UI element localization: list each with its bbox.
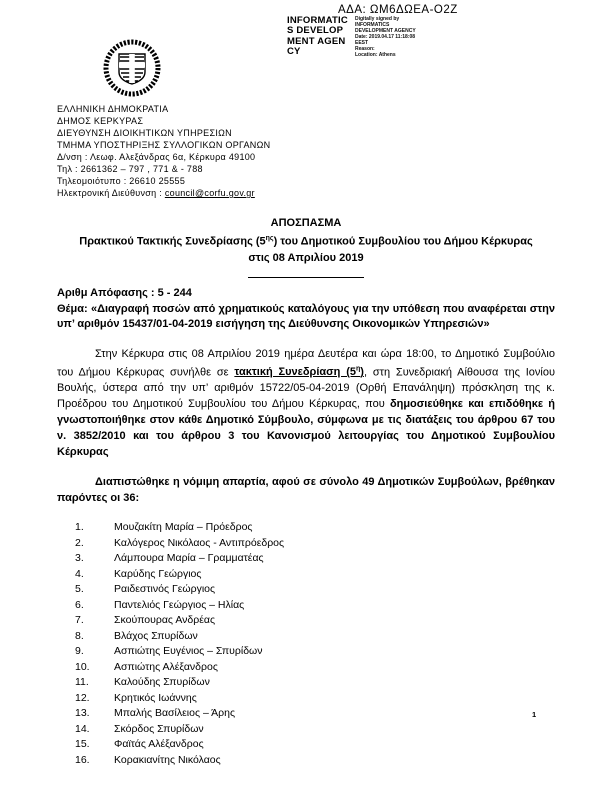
attendee-number: 13. — [75, 707, 90, 720]
attendee-name: Κορακιανίτης Νικόλαος — [114, 753, 221, 766]
attendee-row — [57, 660, 555, 676]
attendee-name: Καρύδης Γεώργιος — [114, 567, 202, 580]
attendee-row — [57, 629, 555, 645]
apospasma-heading: ΑΠΟΣΠΑΣΜΑ — [270, 217, 342, 229]
attendee-number: 16. — [75, 753, 90, 766]
attendee-number: 15. — [75, 738, 90, 751]
attendee-row — [57, 753, 555, 769]
attendee-row — [57, 520, 555, 536]
letterhead-line: Τηλεομοιότυπο : 26610 25555 — [57, 176, 186, 186]
attendee-name: Βλάχος Σπυρίδων — [114, 629, 198, 642]
email-label: Ηλεκτρονική Διεύθυνση : — [57, 188, 165, 198]
subject-text: «Διαγραφή ποσών από χρηματικούς καταλόγους για την υπόθεση που αναφέρεται στην υπ’ αριθμόν 15437/01-04-2019 εισήγηση της Διεύθυνσης Οικονομικών Υπηρεσιών» — [57, 302, 555, 331]
signature-detail-line: DEVELOPMENT AGENCY — [355, 28, 416, 34]
signature-details — [355, 16, 427, 58]
letterhead-line: ΔΗΜΟΣ ΚΕΡΚΥΡΑΣ — [57, 116, 144, 126]
attendee-name: Φαϊτάς Αλέξανδρος — [114, 738, 204, 751]
attendee-row — [57, 536, 555, 552]
paragraph-quorum: Διαπιστώθηκε η νόμιμη απαρτία, αφού σε σύνολο 49 Δημοτικών Συμβούλων, βρέθηκαν παρόντες οι 36: — [57, 476, 555, 505]
session-title-line1: Πρακτικού Τακτικής Συνεδρίασης $(5^{\eta\varsigma})$ του Δημοτικού Συμβουλίου του Δήμου Κέρκυρας — [79, 235, 533, 248]
letterhead — [57, 103, 270, 199]
attendee-number: 10. — [75, 660, 90, 673]
subject-line — [57, 302, 555, 333]
attendee-number: 1. — [75, 521, 84, 534]
digital-signature-stamp — [287, 16, 427, 58]
attendee-row — [57, 706, 555, 722]
attendee-name: Λάμπουρα Μαρία – Γραμματέας — [114, 552, 264, 565]
underlined-session-ref: τακτική Συνεδρίαση $(5^\eta)$ — [234, 365, 364, 379]
attendee-name: Κρητικός Ιωάννης — [114, 691, 197, 704]
bold-legal-ref: δημοσιεύθηκε και επιδόθηκε ή γνωστοποιήθηκε στον κάθε Δημοτικό Σύμβουλο, σύμφωνα με τις διατάξεις του άρθρου 67 του ν. 3852/2010 και του άρθρου 3 του Κανονισμού λειτουργίας του Δημοτικού Συμβουλίου Κέρκυρας — [57, 398, 555, 459]
email-line — [57, 187, 270, 199]
document-body — [57, 215, 555, 768]
letterhead-lines — [57, 103, 270, 187]
signature-agency-name: INFORMATICS DEVELOPMENT AGENCY — [287, 15, 348, 58]
attendee-number: 4. — [75, 567, 84, 580]
attendee-number: 5. — [75, 583, 84, 596]
attendee-name: Μπαλής Βασίλειος – Άρης — [114, 707, 236, 720]
attendee-name: Καλόγερος Νικόλαος - Αντιπρόεδρος — [114, 536, 285, 549]
attendee-row — [57, 582, 555, 598]
paragraph-session-intro: Στην Κέρκυρα στις 08 Απριλίου 2019 ημέρα Δευτέρα και ώρα 18:00, το Δημοτικό Συμβούλιο του Δήμου Κέρκυρας συνήλθε σε τακτική Συνεδρίαση $(5^\eta)$, στη Συνεδριακή Αίθουσα της Ιονίου Βουλής, ύστερα από την υπ’ αριθμόν 15722/05-04-2019 (Ορθή Επανάληψη) πρόσκληση της κ. Προέδρου του Δημοτικού Συμβουλίου του Δήμου Κέρκυρας, που δημοσιεύθηκε και επιδόθηκε ή γνωστοποιήθηκε στον κάθε Δημοτικό Σύμβουλο, σύμφωνα με τις διατάξεις του άρθρου 67 του ν. 3852/2010 και του άρθρου 3 του Κανονισμού λειτουργίας του Δημοτικού Συμβουλίου Κέρκυρας — [57, 347, 555, 459]
attendee-name: Ασπιώτης Ευγένιος – Σπυρίδων — [114, 645, 263, 658]
attendee-number: 8. — [75, 629, 84, 642]
attendee-number: 9. — [75, 645, 84, 658]
subject-label: Θέμα: — [57, 302, 91, 315]
letterhead-line: ΤΜΗΜΑ ΥΠΟΣΤΗΡΙΞΗΣ ΣΥΛΛΟΓΙΚΩΝ ΟΡΓΑΝΩΝ — [57, 140, 271, 150]
attendee-row — [57, 567, 555, 583]
attendee-number: 14. — [75, 722, 90, 735]
attendee-number: 3. — [75, 552, 84, 565]
attendee-name: Μουζακίτη Μαρία – Πρόεδρος — [114, 521, 253, 534]
attendee-number: 7. — [75, 614, 84, 627]
email-link[interactable]: council@corfu.gov.gr — [164, 188, 255, 198]
signature-detail-line: Reason: — [355, 46, 375, 52]
attendee-name: Ασπιώτης Αλέξανδρος — [114, 660, 218, 673]
attendee-name: Ραιδεστινός Γεώργιος — [114, 583, 216, 596]
attendee-row — [57, 722, 555, 738]
attendee-row — [57, 551, 555, 567]
greek-state-emblem-icon — [101, 37, 163, 104]
attendee-name: Παντελιός Γεώργιος – Ηλίας — [114, 598, 245, 611]
signature-detail-line: Location: Athens — [355, 52, 396, 58]
attendee-row — [57, 691, 555, 707]
ada-code: ΑΔΑ: ΩΜ6ΔΩΕΑ-Ο2Ζ — [338, 4, 458, 16]
attendee-row — [57, 737, 555, 753]
signature-detail-line: EEST — [355, 40, 369, 46]
session-date-line: στις 08 Απριλίου 2019 — [248, 251, 364, 264]
letterhead-line: Τηλ : 2661362 – 797 , 771 & - 788 — [57, 164, 203, 174]
attendee-row — [57, 598, 555, 614]
signature-detail-line: Date: 2019.04.17 11:18:08 — [355, 34, 416, 40]
decision-number: Αριθμ Απόφασης : 5 - 244 — [57, 286, 192, 299]
attendee-row — [57, 613, 555, 629]
signature-detail-line: INFORMATICS — [355, 22, 390, 28]
letterhead-line: Δ/νση : Λεωφ. Αλεξάνδρας 6α, Κέρκυρα 49100 — [57, 152, 256, 162]
title-separator — [248, 277, 364, 278]
attendee-number: 11. — [75, 676, 89, 689]
session-ordinal-sup: ης — [265, 235, 274, 242]
attendee-row — [57, 675, 555, 691]
signature-detail-line: Digitally signed by — [355, 16, 400, 22]
attendee-name: Σκούπουρας Ανδρέας — [114, 614, 216, 627]
page-number: 1 — [532, 710, 537, 719]
attendee-number: 6. — [75, 598, 84, 611]
attendee-name: Καλούδης Σπυρίδων — [114, 676, 210, 689]
attendee-number: 12. — [75, 691, 90, 704]
letterhead-line: ΕΛΛΗΝΙΚΗ ΔΗΜΟΚΡΑΤΙΑ — [57, 104, 169, 114]
attendees-list — [57, 520, 555, 768]
attendee-row — [57, 644, 555, 660]
letterhead-line: ΔΙΕΥΘΥΝΣΗ ΔΙΟΙΚΗΤΙΚΩΝ ΥΠΗΡΕΣΙΩΝ — [57, 128, 232, 138]
attendee-number: 2. — [75, 536, 84, 549]
attendee-name: Σκόρδος Σπυρίδων — [114, 722, 204, 735]
